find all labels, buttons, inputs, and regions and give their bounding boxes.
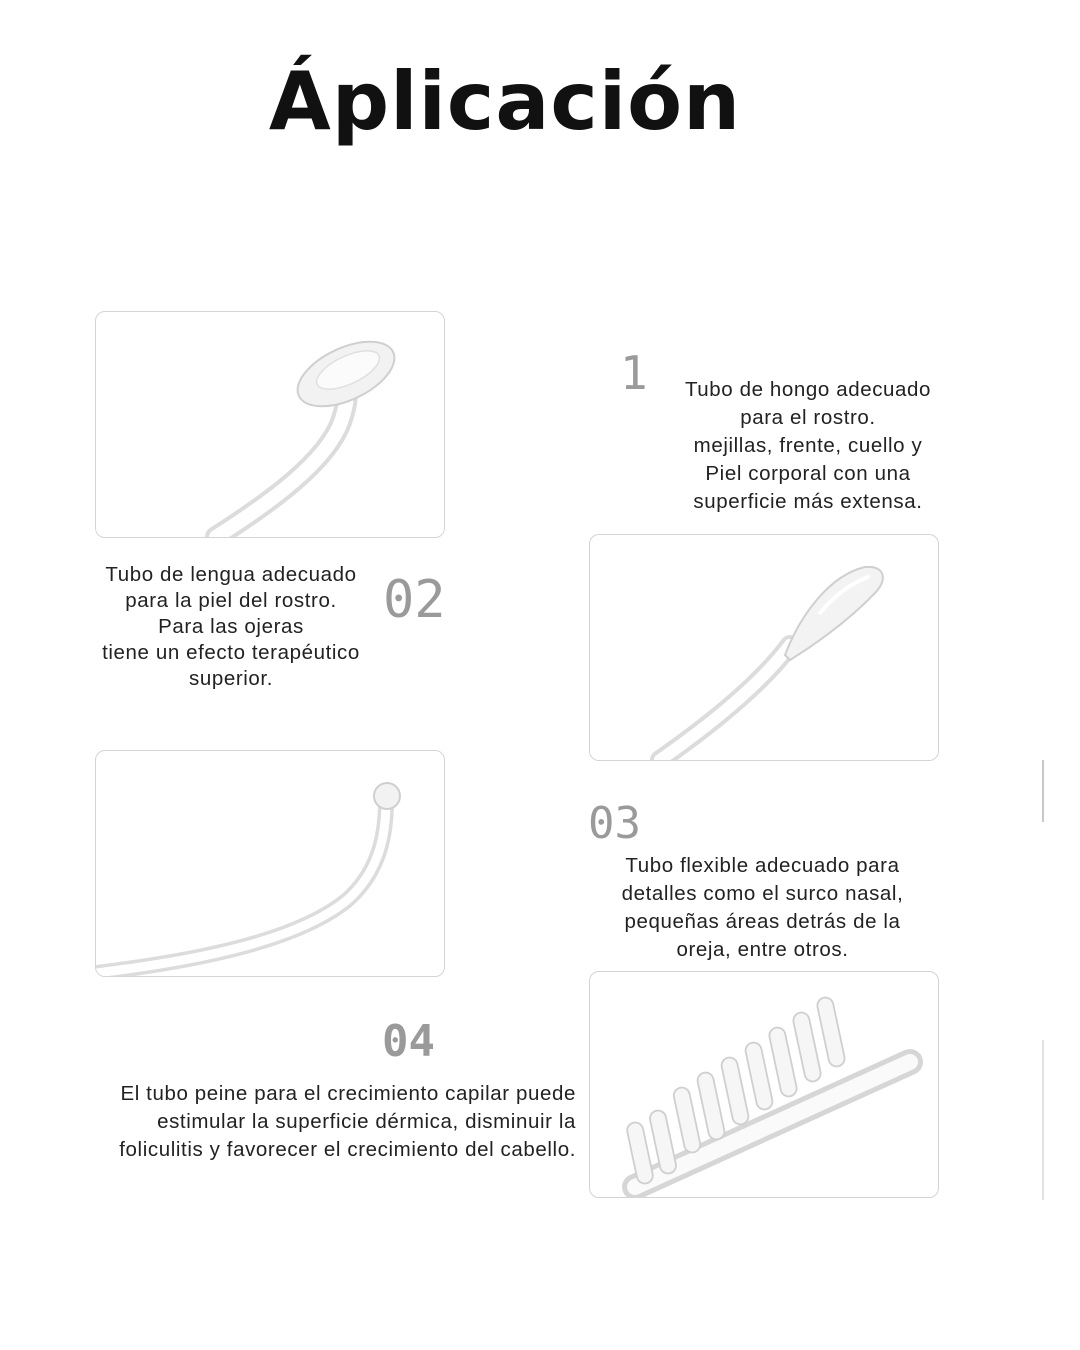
item-number-1: 1	[620, 346, 648, 400]
comb-electrode-icon	[590, 972, 938, 1197]
description-line: Para las ojeras	[158, 615, 304, 638]
description-line: Piel corporal con una	[705, 462, 911, 485]
description-line: superficie más extensa.	[693, 490, 923, 513]
description-line: pequeñas áreas detrás de la	[624, 910, 901, 933]
description-line: oreja, entre otros.	[676, 938, 849, 961]
description-line: estimular la superficie dérmica, disminuir la	[157, 1110, 576, 1133]
mushroom-electrode-icon	[96, 312, 444, 537]
tongue-electrode-icon	[590, 535, 938, 760]
item-number-3: 03	[588, 798, 641, 849]
edge-divider	[1042, 760, 1044, 822]
description-line: Tubo de lengua adecuado	[105, 563, 357, 586]
comb-electrode-card	[589, 971, 939, 1198]
edge-divider	[1042, 1040, 1044, 1200]
description-line: foliculitis y favorecer el crecimiento del cabello.	[119, 1138, 576, 1161]
item-description-2	[80, 562, 382, 692]
description-line: para la piel del rostro.	[125, 589, 337, 612]
flexible-electrode-icon	[96, 751, 444, 976]
item-description-4	[20, 1080, 576, 1164]
description-line: El tubo peine para el crecimiento capilar puede	[120, 1082, 576, 1105]
description-line: tiene un efecto terapéutico	[102, 641, 360, 664]
mushroom-electrode-card	[95, 311, 445, 538]
item-number-4: 04	[382, 1016, 435, 1067]
description-line: mejillas, frente, cuello y	[693, 434, 923, 457]
description-line: detalles como el surco nasal,	[621, 882, 904, 905]
item-description-3	[590, 852, 935, 964]
tongue-electrode-card	[589, 534, 939, 761]
description-line: Tubo flexible adecuado para	[625, 854, 900, 877]
item-description-1	[660, 376, 956, 516]
flexible-electrode-card	[95, 750, 445, 977]
description-line: para el rostro.	[740, 406, 876, 429]
item-number-2: 02	[383, 570, 446, 630]
page-title: Áplicación	[268, 55, 742, 148]
description-line: superior.	[188, 667, 274, 690]
description-line: Tubo de hongo adecuado	[684, 378, 932, 401]
